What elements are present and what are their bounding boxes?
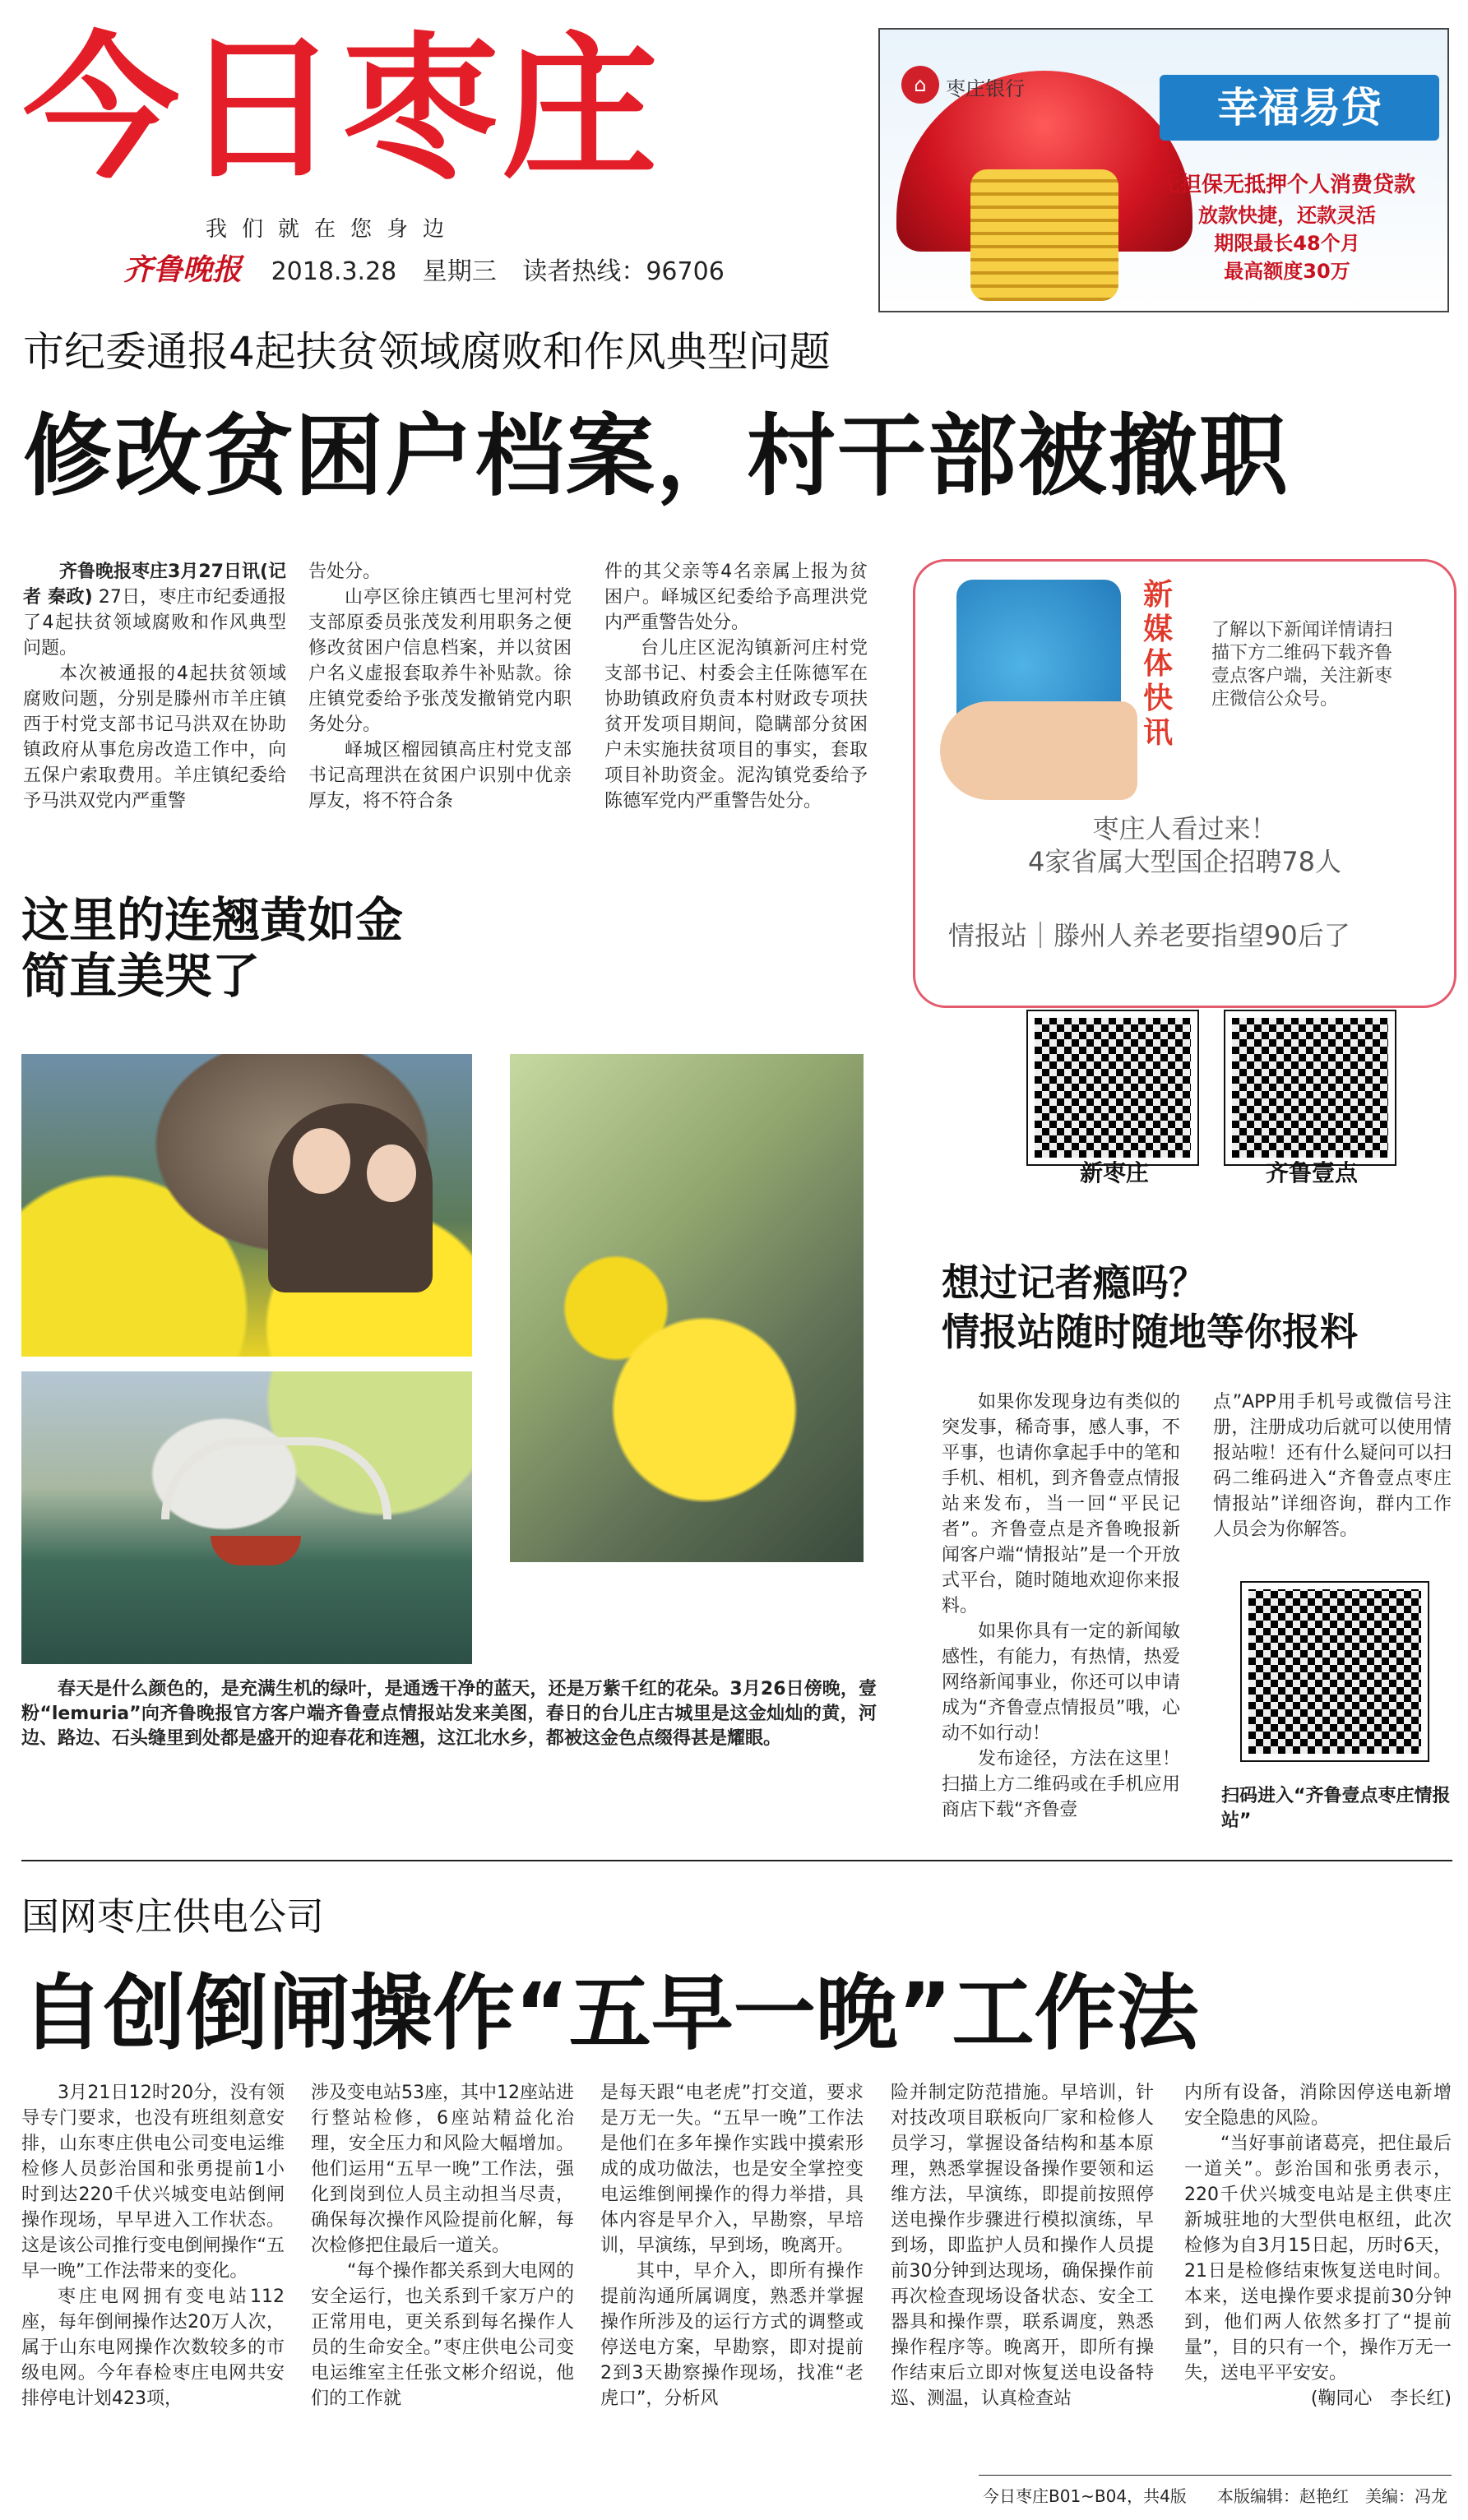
qr-caption-1: 新枣庄 <box>1079 1159 1149 1186</box>
face-shape <box>293 1128 350 1194</box>
footer-rule <box>979 2475 1452 2476</box>
story3-column-2: 点”APP用手机号或微信号注册，注册成功后就可以使用情报站啦！还有什么疑问可以扫码二维码进入“齐鲁壹点枣庄情报站”详细咨询，群内工作人员会为你解答。 <box>1213 1392 1452 1540</box>
story1-title: 修改贫困户档案，村干部被撤职 <box>23 405 1290 508</box>
hand-image <box>940 701 1137 800</box>
ad-line-4: 最高额度30万 <box>1224 260 1350 283</box>
promo-hint: 了解以下新闻详情请扫描下方二维码下载齐鲁壹点客户端，关注新枣庄微信公众号。 <box>1211 620 1393 710</box>
dateline <box>123 247 743 289</box>
promo-headline-2: 4家省属大型国企招聘78人 <box>1027 846 1342 877</box>
ad-headline: 幸福易贷 <box>1160 75 1439 141</box>
story1-lead: 齐鲁晚报枣庄3月27日讯(记者 秦政) <box>23 562 286 608</box>
promo-headline-1: 枣庄人看过来！ <box>1092 813 1277 844</box>
ad-line-1: 无担保无抵押个人消费贷款 <box>1158 173 1415 197</box>
section-divider <box>21 1860 1452 1861</box>
photo-forsythia-closeup <box>510 1054 864 1562</box>
qr-code-info-station[interactable] <box>1242 1583 1428 1760</box>
reader-hotline: 读者热线：96706 <box>522 257 725 286</box>
face-shape-2 <box>367 1144 416 1202</box>
footer-designer: 美编：冯龙 <box>1365 2486 1447 2506</box>
photo-women-with-phones <box>21 1054 472 1357</box>
story3-title-line-1: 想过记者瘾吗？ <box>942 1260 1206 1305</box>
story1-column-2: 告处分。 山亭区徐庄镇西七里河村党支部原委员张茂发利用职务之便修改贫困户信息档案，并以贫困户名义虚报套取养牛补贴款。徐庄镇党委给予张茂发撤销党内职务处分。 峄城区榴园镇高庄村党支部书记高理洪在贫困户识别中优亲厚友，将不符合条 <box>308 562 572 811</box>
qr-code-qilu-yidian[interactable] <box>1225 1011 1395 1164</box>
ad-line-2: 放款快捷，还款灵活 <box>1198 204 1376 227</box>
story3-title <box>942 1258 1358 1357</box>
story4-column-2: 涉及变电站53座，其中12座站进行整站检修，6座站精益化治理，安全压力和风险大幅增加。他们运用“五早一晚”工作法，强化到岗到位人员主动担当尽责，确保每次操作风险提前化解，每次检修把住最后一道关。 “每个操作都关系到大电网的安全运行，也关系到千家万户的正常用电，更关系到每名操作人员的生命安全。”枣庄供电公司变电运维室主任张文彬介绍说，他们的工作就 <box>311 2083 574 2409</box>
story4-column-5: 内所有设备，消除因停送电新增安全隐患的风险。 “当好事前诸葛亮，把住最后一道关”。彭治国和张勇表示，220千伏兴城变电站是主供枣庄新城驻地的大型供电枢纽，此次检修为自3月15日起，历时6天，21日是检修结束恢复送电时间。本来，送电操作要求提前30分钟到，他们两人依然多打了“提前量”，目的只有一个，操作万无一失，送电平平安安。 (鞠同心 李长红) <box>1184 2080 1452 2411</box>
bank-logo-icon: ⌂ <box>901 66 939 104</box>
qr-caption-2: 齐鲁壹点 <box>1265 1159 1358 1186</box>
story2-title-line-1: 这里的连翘黄如金 <box>21 892 404 948</box>
story3-title-line-2: 情报站随时随地等你报料 <box>942 1310 1358 1354</box>
story4-byline: (鞠同心 李长红) <box>1310 2388 1452 2409</box>
coins-image <box>970 169 1118 301</box>
masthead-slogan: 我们就在您身边 <box>206 217 460 242</box>
bridge-shape <box>161 1437 391 1519</box>
photo-stone-bridge-boat <box>21 1371 472 1664</box>
new-media-promo-box <box>913 559 1456 1008</box>
story4-column-4: 险并制定防范措施。早培训，针对技改项目联板向厂家和检修人员学习，掌握设备结构和基本原理，熟悉掌握设备操作要领和运维方法，早演练，即提前按照停送电操作步骤进行模拟演练，早到场，即监护人员和操作人员提前30分钟到达现场，确保操作前再次检查现场设备状态、安全工器具和操作票，联系调度，熟悉操作程序等。晚离开，即所有操作结束后立即对恢复送电设备特巡、测温，认真检查站 <box>891 2083 1154 2409</box>
story3-column-1: 如果你发现身边有类似的突发事，稀奇事，感人事，不平事，也请你拿起手中的笔和手机、相机，到齐鲁壹点情报站来发布，当一回“平民记者”。齐鲁壹点是齐鲁晚报新闻客户端“情报站”是一个开放式平台，随时随地欢迎你来报料。 如果你具有一定的新闻敏感性，有能力，有热情，热爱网络新闻事业，你还可以申请成为“齐鲁壹点情报员”哦，心动不如行动！ 发布途径，方法在这里！扫描上方二维码或在手机应用商店下载“齐鲁壹 <box>942 1392 1180 1820</box>
qr-code-xin-zaozhuang[interactable] <box>1028 1011 1197 1164</box>
promo-tag: 新媒体快讯 <box>1142 578 1173 750</box>
story2-title <box>21 892 403 1004</box>
footer-page-range: 今日枣庄B01~B04，共4版 <box>983 2486 1187 2506</box>
story4-subtitle: 国网枣庄供电公司 <box>21 1894 324 1939</box>
story4-title: 自创倒闸操作“五早一晚”工作法 <box>21 1965 1199 2061</box>
bank-name: 枣庄银行 <box>946 77 1025 100</box>
promo-headline-3: 情报站｜滕州人养老要指望90后了 <box>948 920 1350 951</box>
brand-logo: 齐鲁晚报 <box>123 252 243 287</box>
story4-column-1: 3月21日12时20分，没有领导专门要求，也没有班组刻意安排，山东枣庄供电公司变电运维检修人员彭治国和张勇提前1小时到达220千伏兴城变电站倒闸操作现场，早早进入工作状态。这是该公司推行变电倒闸操作“五早一晚”工作法带来的变化。 枣庄电网拥有变电站112座，每年倒闸操作达20万人次，属于山东电网操作次数较多的市级电网。今年春检枣庄电网共安排停电计划423项， <box>21 2083 285 2409</box>
story1-subtitle: 市纪委通报4起扶贫领域腐败和作风典型问题 <box>23 328 831 376</box>
issue-date: 2018.3.28 <box>271 257 397 286</box>
story1-column-1: 齐鲁晚报枣庄3月27日讯(记者 秦政) 27日，枣庄市纪委通报了4起扶贫领域腐败和作风典型问题。 本次被通报的4起扶贫领域腐败问题，分别是滕州市羊庄镇西于村党支部书记马洪双在协助镇政府从事危房改造工作中，向五保户索取费用。羊庄镇纪委给予马洪双党内严重警 <box>23 562 286 811</box>
ad-line-3: 期限最长48个月 <box>1214 232 1360 255</box>
footer-editor: 本版编辑：赵艳红 <box>1217 2486 1349 2506</box>
people-shape <box>268 1103 433 1292</box>
bank-advertisement <box>878 28 1449 312</box>
issue-weekday: 星期三 <box>422 257 497 286</box>
story3-qr-caption: 扫码进入“齐鲁壹点枣庄情报站” <box>1221 1786 1451 1831</box>
boat-shape <box>211 1536 301 1565</box>
masthead-title: 今日枣庄 <box>23 18 662 200</box>
story1-column-3: 件的其父亲等4名亲属上报为贫困户。峄城区纪委给予高理洪党内严重警告处分。 台儿庄区泥沟镇新河庄村党支部书记、村委会主任陈德军在协助镇政府负责本村财政专项扶贫开发项目期间，隐瞒部分贫困户未实施扶贫项目的事实，套取项目补助资金。泥沟镇党委给予陈德军党内严重警告处分。 <box>604 562 868 811</box>
story2-title-line-2: 简直美哭了 <box>21 948 261 1004</box>
story2-caption: 春天是什么颜色的，是充满生机的绿叶，是通透干净的蓝天，还是万紫千红的花朵。3月26日傍晚，壹粉“lemuria”向齐鲁晚报官方客户端齐鲁壹点情报站发来美图，春日的台儿庄古城里是这金灿灿的黄，河边、路边、石头缝里到处都是盛开的迎春花和连翘，这江北水乡，都被这金色点缀得甚是耀眼。 <box>21 1679 877 1749</box>
story4-column-3: 是每天跟“电老虎”打交道，要求是万无一失。“五早一晚”工作法是他们在多年操作实践中摸索形成的成功做法，也是安全掌控变电运维倒闸操作的得力举措，具体内容是早介入，早勘察，早培训，早演练，早到场，晚离开。 其中，早介入，即所有操作提前沟通所属调度，熟悉并掌握操作所涉及的运行方式的调整或停送电方案，早勘察，即对提前2到3天勘察操作现场，找准“老虎口”，分析风 <box>600 2083 864 2409</box>
